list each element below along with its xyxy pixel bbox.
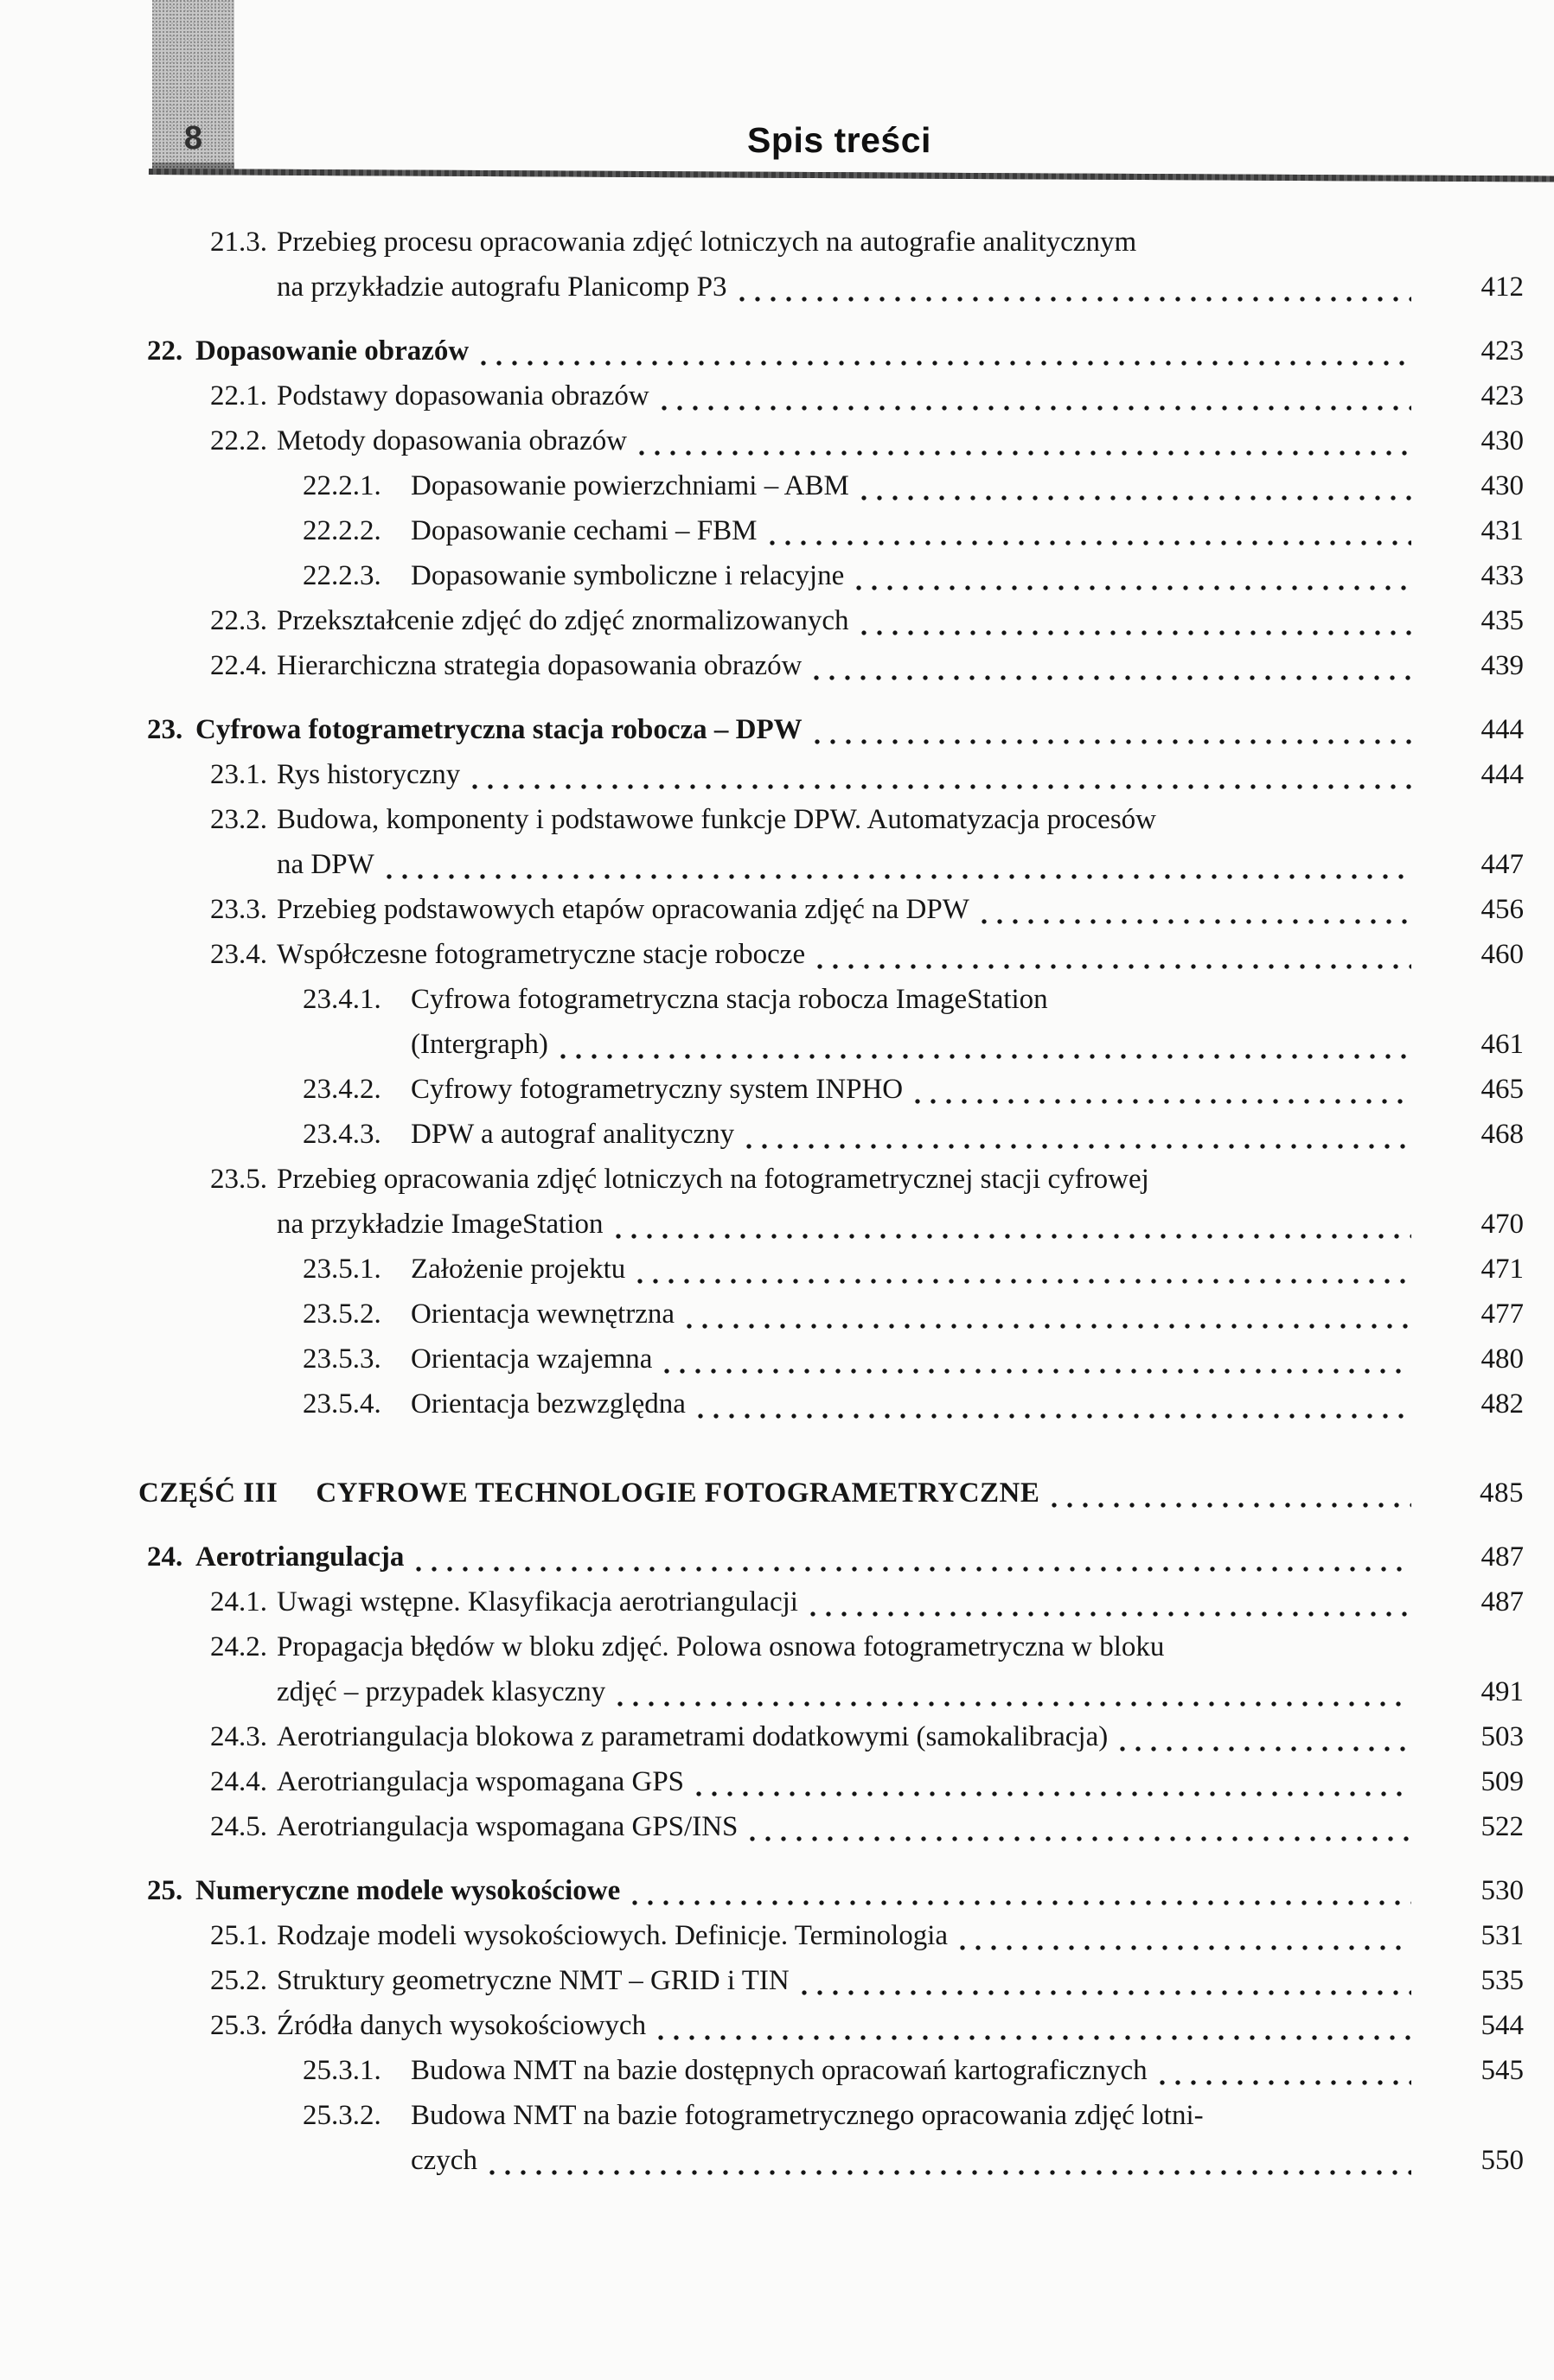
entry-number: 23.	[147, 714, 183, 745]
entry-title: Przebieg procesu opracowania zdjęć lotniczych na autografie analitycznym	[277, 227, 1137, 258]
entry-title: Numeryczne modele wysokościowe	[195, 1875, 621, 1906]
entry-number: 24.3.	[210, 1721, 267, 1752]
entry-title: na DPW	[277, 849, 374, 880]
entry-number: 23.4.1.	[303, 984, 381, 1015]
toc-entry-row	[0, 887, 1524, 932]
toc-entry-row	[0, 842, 1524, 887]
entry-number: 25.1.	[210, 1920, 267, 1951]
entry-page-number: 433	[1480, 560, 1524, 591]
dot-leader	[687, 1324, 1411, 1329]
entry-page-number: 461	[1480, 1029, 1524, 1060]
dot-leader	[810, 1611, 1411, 1617]
dot-leader	[1120, 1746, 1411, 1752]
entry-number: 23.4.	[210, 939, 267, 970]
entry-title: Struktury geometryczne NMT – GRID i TIN	[277, 1965, 790, 1996]
dot-leader	[698, 1413, 1411, 1419]
entry-page-number: 487	[1480, 1586, 1524, 1618]
entry-title: Podstawy dopasowania obrazów	[277, 380, 649, 412]
toc-entry-row	[0, 1868, 1524, 1913]
entry-number: 23.4.2.	[303, 1074, 381, 1105]
entry-title: Budowa, komponenty i podstawowe funkcje DPW. Automatyzacja procesów	[277, 804, 1156, 835]
entry-page-number: 444	[1480, 714, 1524, 745]
toc-entry-row	[0, 752, 1524, 797]
entry-page-number: 503	[1480, 1721, 1524, 1752]
toc-entry-row	[0, 1804, 1524, 1849]
entry-title: Dopasowanie symboliczne i relacyjne	[411, 560, 845, 591]
entry-page-number: 531	[1480, 1920, 1524, 1951]
entry-page-number: 544	[1480, 2010, 1524, 2041]
entry-page-number: 468	[1480, 1119, 1524, 1150]
dot-leader	[489, 2170, 1411, 2175]
toc-entry-row	[0, 2003, 1524, 2048]
dot-leader	[662, 405, 1411, 411]
dot-leader	[982, 919, 1411, 924]
dot-leader	[770, 540, 1412, 546]
entry-number: 24.5.	[210, 1811, 267, 1842]
entry-page-number: 480	[1480, 1343, 1524, 1375]
entry-page-number: 530	[1480, 1875, 1524, 1906]
dot-leader	[746, 1144, 1411, 1149]
entry-title: Budowa NMT na bazie fotogrametrycznego opracowania zdjęć lotni-	[411, 2100, 1204, 2131]
entry-page-number: 471	[1480, 1254, 1524, 1285]
toc-entry-row	[0, 1067, 1524, 1112]
entry-title: Cyfrowa fotogrametryczna stacja robocza – DPW	[195, 714, 803, 745]
entry-title: Przebieg opracowania zdjęć lotniczych na fotogrametrycznej stacji cyfrowej	[277, 1164, 1149, 1195]
entry-title: Dopasowanie obrazów	[195, 335, 470, 367]
toc-part-row	[0, 1471, 1524, 1515]
toc-entry-row	[0, 1958, 1524, 2003]
dot-leader	[739, 297, 1411, 302]
entry-title: Aerotriangulacja wspomagana GPS/INS	[277, 1811, 739, 1842]
entry-number: 23.5.3.	[303, 1343, 381, 1375]
entry-number: 25.	[147, 1875, 183, 1906]
toc-entry-row	[0, 463, 1524, 508]
toc-entry-row	[0, 1202, 1524, 1247]
toc-entry-row	[0, 1292, 1524, 1337]
entry-number: 25.3.2.	[303, 2100, 381, 2131]
entry-number: 25.3.	[210, 2010, 267, 2041]
dot-leader	[861, 495, 1411, 501]
dot-leader	[560, 1054, 1411, 1059]
toc-entry-row	[0, 1535, 1524, 1579]
dot-leader	[960, 1945, 1411, 1950]
dot-leader	[637, 1279, 1411, 1284]
toc-entry-row	[0, 553, 1524, 598]
toc-entry-row	[0, 373, 1524, 418]
entry-number: 25.3.1.	[303, 2055, 381, 2086]
entry-page-number: 444	[1480, 759, 1524, 790]
entry-number: 24.2.	[210, 1631, 267, 1662]
toc-entry-row	[0, 797, 1524, 842]
toc-entry-row	[0, 1759, 1524, 1804]
dot-leader	[915, 1099, 1411, 1104]
entry-page-number: 423	[1480, 335, 1524, 367]
toc-entry-row	[0, 598, 1524, 643]
entry-title: Przekształcenie zdjęć do zdjęć znormalizowanych	[277, 605, 849, 636]
entry-number: CZĘŚĆ III	[138, 1477, 278, 1509]
entry-page-number: 435	[1480, 605, 1524, 636]
toc-entry-row	[0, 1157, 1524, 1202]
entry-page-number: 439	[1480, 650, 1524, 681]
header-rule	[149, 169, 1554, 182]
toc-entry-row	[0, 2048, 1524, 2093]
entry-title: Aerotriangulacja	[195, 1541, 405, 1573]
entry-page-number: 509	[1480, 1766, 1524, 1797]
dot-leader	[696, 1791, 1411, 1796]
entry-title: Dopasowanie cechami – FBM	[411, 515, 758, 546]
entry-page-number: 423	[1480, 380, 1524, 412]
dot-leader	[1160, 2080, 1411, 2085]
entry-number: 23.5.4.	[303, 1388, 381, 1420]
entry-number: 22.2.1.	[303, 470, 381, 501]
dot-leader	[639, 450, 1411, 456]
entry-number: 24.4.	[210, 1766, 267, 1797]
entry-title: na przykładzie autografu Planicomp P3	[277, 271, 727, 303]
entry-title: Aerotriangulacja wspomagana GPS	[277, 1766, 685, 1797]
toc-entry-row	[0, 1022, 1524, 1067]
entry-page-number: 535	[1480, 1965, 1524, 1996]
entry-title: Założenie projektu	[411, 1254, 626, 1285]
entry-number: 21.3.	[210, 227, 267, 258]
entry-title: Rys historyczny	[277, 759, 461, 790]
entry-title: (Intergraph)	[411, 1029, 548, 1060]
entry-title: Orientacja wzajemna	[411, 1343, 653, 1375]
toc-entry-row	[0, 329, 1524, 373]
corner-page-number: 8	[183, 120, 203, 156]
entry-number: 24.1.	[210, 1586, 267, 1618]
toc-entry-row	[0, 1669, 1524, 1714]
dot-leader	[815, 739, 1411, 744]
entry-title: Budowa NMT na bazie dostępnych opracowań kartograficznych	[411, 2055, 1148, 2086]
entry-title: Źródła danych wysokościowych	[277, 2010, 647, 2041]
entry-page-number: 470	[1480, 1209, 1524, 1240]
entry-title: Hierarchiczna strategia dopasowania obrazów	[277, 650, 803, 681]
entry-page-number: 482	[1480, 1388, 1524, 1420]
entry-page-number: 412	[1480, 271, 1524, 303]
toc-entry-row	[0, 707, 1524, 752]
entry-page-number: 491	[1480, 1676, 1524, 1707]
entry-number: 22.1.	[210, 380, 267, 412]
toc-list	[0, 220, 1554, 2183]
toc-entry-row	[0, 643, 1524, 688]
toc-entry-row	[0, 1381, 1524, 1426]
entry-title: Współczesne fotogrametryczne stacje robocze	[277, 939, 806, 970]
dot-leader	[387, 874, 1411, 879]
entry-number: 22.2.	[210, 425, 267, 456]
toc-entry-row	[0, 220, 1524, 265]
toc-entry-row	[0, 2093, 1524, 2138]
toc-entry-row	[0, 932, 1524, 977]
entry-number: 23.4.3.	[303, 1119, 381, 1150]
toc-entry-row	[0, 1112, 1524, 1157]
entry-number: 24.	[147, 1541, 183, 1573]
dot-leader	[481, 361, 1411, 366]
entry-number: 23.3.	[210, 894, 267, 925]
dot-leader	[616, 1234, 1411, 1239]
entry-number: 22.3.	[210, 605, 267, 636]
dot-leader	[814, 675, 1411, 680]
entry-title: Dopasowanie powierzchniami – ABM	[411, 470, 849, 501]
entry-number: 22.2.2.	[303, 515, 381, 546]
entry-page-number: 485	[1480, 1477, 1524, 1509]
entry-page-number: 545	[1480, 2055, 1524, 2086]
entry-page-number: 477	[1480, 1298, 1524, 1330]
entry-number: 23.2.	[210, 804, 267, 835]
dot-leader	[472, 784, 1411, 789]
entry-title: zdjęć – przypadek klasyczny	[277, 1676, 606, 1707]
entry-number: 22.	[147, 335, 183, 367]
entry-title: Uwagi wstępne. Klasyfikacja aerotriangulacji	[277, 1586, 798, 1618]
toc-entry-row	[0, 1247, 1524, 1292]
entry-title: Rodzaje modeli wysokościowych. Definicje. Terminologia	[277, 1920, 949, 1951]
toc-entry-row	[0, 265, 1524, 309]
entry-title: Przebieg podstawowych etapów opracowania zdjęć na DPW	[277, 894, 969, 925]
dot-leader	[750, 1836, 1411, 1841]
entry-page-number: 487	[1480, 1541, 1524, 1573]
entry-number: 22.4.	[210, 650, 267, 681]
dot-leader	[658, 2035, 1411, 2040]
dot-leader	[861, 630, 1412, 635]
entry-page-number: 430	[1480, 470, 1524, 501]
dot-leader	[416, 1566, 1411, 1572]
entry-page-number: 522	[1480, 1811, 1524, 1842]
dot-leader	[817, 964, 1411, 969]
dot-leader	[1052, 1503, 1411, 1508]
dot-leader	[802, 1990, 1411, 1995]
entry-title: Cyfrowy fotogrametryczny system INPHO	[411, 1074, 904, 1105]
entry-title: Aerotriangulacja blokowa z parametrami dodatkowymi (samokalibracja)	[277, 1721, 1109, 1752]
dot-leader	[856, 585, 1411, 590]
entry-number: 23.5.	[210, 1164, 267, 1195]
entry-page-number: 456	[1480, 894, 1524, 925]
entry-number: 25.2.	[210, 1965, 267, 1996]
entry-number: 22.2.3.	[303, 560, 381, 591]
entry-page-number: 550	[1480, 2145, 1524, 2176]
entry-title: Cyfrowa fotogrametryczna stacja robocza ImageStation	[411, 984, 1048, 1015]
toc-entry-row	[0, 508, 1524, 553]
dot-leader	[664, 1369, 1411, 1374]
dot-leader	[632, 1900, 1411, 1905]
page-title: Spis treści	[747, 120, 931, 160]
entry-title: Orientacja wewnętrzna	[411, 1298, 675, 1330]
entry-title: czych	[411, 2145, 477, 2176]
entry-page-number: 430	[1480, 425, 1524, 456]
toc-entry-row	[0, 1624, 1524, 1669]
entry-page-number: 465	[1480, 1074, 1524, 1105]
entry-number: 23.1.	[210, 759, 267, 790]
toc-entry-row	[0, 977, 1524, 1022]
entry-title: CYFROWE TECHNOLOGIE FOTOGRAMETRYCZNE	[316, 1477, 1040, 1509]
toc-entry-row	[0, 1714, 1524, 1759]
entry-page-number: 447	[1480, 849, 1524, 880]
entry-number: 23.5.1.	[303, 1254, 381, 1285]
entry-page-number: 431	[1480, 515, 1524, 546]
entry-number: 23.5.2.	[303, 1298, 381, 1330]
entry-page-number: 460	[1480, 939, 1524, 970]
dot-leader	[617, 1701, 1411, 1707]
toc-entry-row	[0, 2138, 1524, 2183]
entry-title: Propagacja błędów w bloku zdjęć. Polowa osnowa fotogrametryczna w bloku	[277, 1631, 1165, 1662]
entry-title: Orientacja bezwzględna	[411, 1388, 686, 1420]
entry-title: Metody dopasowania obrazów	[277, 425, 628, 456]
toc-entry-row	[0, 1913, 1524, 1958]
toc-entry-row	[0, 418, 1524, 463]
toc-entry-row	[0, 1337, 1524, 1381]
entry-title: na przykładzie ImageStation	[277, 1209, 604, 1240]
toc-entry-row	[0, 1579, 1524, 1624]
entry-title: DPW a autograf analityczny	[411, 1119, 735, 1150]
